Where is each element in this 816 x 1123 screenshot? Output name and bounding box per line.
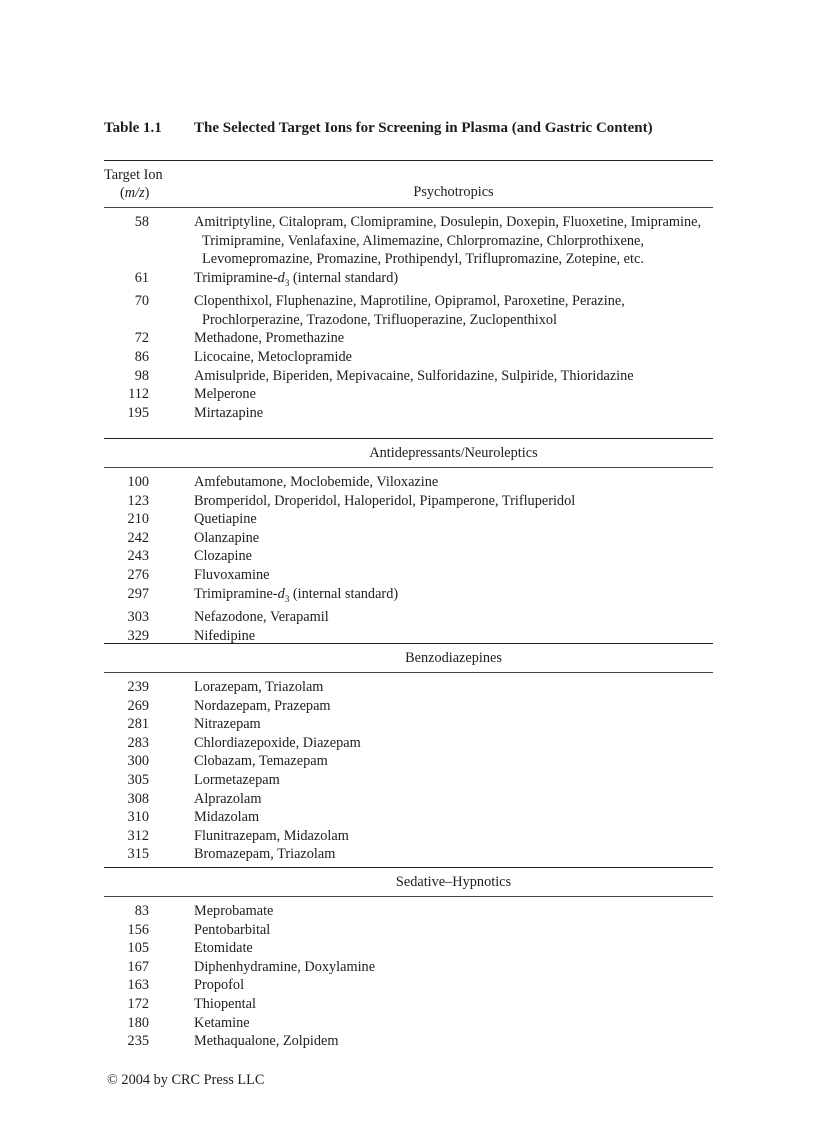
table-row <box>104 329 713 348</box>
compound-names: Melperone <box>194 386 256 403</box>
ion-value: 180 <box>127 1014 149 1031</box>
compound-names: Pentobarbital <box>194 921 271 938</box>
ion-value: 83 <box>134 903 149 919</box>
ion-value: 297 <box>127 585 149 602</box>
section-rule <box>104 467 713 468</box>
ion-value: 167 <box>127 958 149 975</box>
table-row <box>104 995 713 1014</box>
ion-value: 58 <box>134 214 149 230</box>
column-header-line1: Target Ion <box>104 167 163 183</box>
table-row <box>104 367 713 386</box>
section-rule <box>104 207 713 208</box>
compound-names: Amitriptyline, Citalopram, Clomipramine, Dosulepin, Doxepin, Fluoxetine, Imipramine, Trimipramine, Venlafaxine, Alimemazine, Chlorpromazine, Chlorprothixene, Levomepromazine, Promazine, Prothipendyl, Triflupromazine, Zotepine, etc. <box>194 214 702 268</box>
ion-value: 315 <box>127 846 149 863</box>
section-title-psychotropics: Psychotropics <box>413 184 494 200</box>
table-row <box>104 697 713 716</box>
caption-rule <box>104 160 713 161</box>
compound-names: Mirtazapine <box>194 404 264 421</box>
column-header-line2: (m/z) <box>120 185 150 201</box>
section-title-antidepressants: Antidepressants/Neuroleptics <box>369 445 538 461</box>
table-number: Table 1.1 <box>104 120 162 136</box>
section-rule <box>104 867 713 868</box>
section-body-psychotropics <box>104 213 713 422</box>
table-row <box>104 348 713 367</box>
ion-value: 210 <box>127 511 149 528</box>
compound-names: Lorazepam, Triazolam <box>194 679 324 695</box>
table-row <box>104 790 713 809</box>
mz-label: m/z <box>124 185 145 201</box>
table-row <box>104 715 713 734</box>
table-row <box>104 939 713 958</box>
compound-names: Amisulpride, Biperiden, Mepivacaine, Sulforidazine, Sulpiride, Thioridazine <box>194 367 634 384</box>
compound-names: Ketamine <box>194 1014 250 1031</box>
table-row <box>104 492 713 511</box>
compound-names: Methaqualone, Zolpidem <box>194 1033 339 1050</box>
column-header-target-ion <box>104 166 184 202</box>
compound-names: Nefazodone, Verapamil <box>194 609 329 626</box>
table-row <box>104 902 713 921</box>
compound-names: Bromazepam, Triazolam <box>194 846 336 863</box>
ion-value: 195 <box>127 404 149 421</box>
compound-names: Etomidate <box>194 940 253 957</box>
compound-names: Nifedipine <box>194 627 256 644</box>
compound-names: Flunitrazepam, Midazolam <box>194 827 349 844</box>
section-body-benzodiazepines <box>104 678 713 864</box>
ion-value: 100 <box>127 474 149 490</box>
compound-names: Clozapine <box>194 548 252 565</box>
compound-names: Trimipramine-$d_3$ (internal standard) <box>194 269 399 288</box>
ion-value: 156 <box>127 921 149 938</box>
table-row <box>104 734 713 753</box>
compound-names: Trimipramine-$d_3$ (internal standard) <box>194 585 399 604</box>
table-row <box>104 608 713 627</box>
table-row <box>104 585 713 608</box>
ion-value: 172 <box>127 995 149 1012</box>
ion-value: 163 <box>127 977 149 994</box>
table-row <box>104 808 713 827</box>
section-title-benzodiazepines: Benzodiazepines <box>405 650 502 666</box>
compound-names: Licocaine, Metoclopramide <box>194 349 352 366</box>
section-title-sedative-hypnotics: Sedative–Hypnotics <box>395 874 512 890</box>
ion-value: 308 <box>127 790 149 807</box>
table-row <box>104 827 713 846</box>
section-rule <box>104 438 713 439</box>
ion-value: 70 <box>134 293 149 310</box>
ion-value: 310 <box>127 809 149 826</box>
ion-value: 239 <box>127 679 149 695</box>
ion-value: 329 <box>127 627 149 644</box>
ion-value: 72 <box>134 330 149 347</box>
table-row <box>104 385 713 404</box>
section-body-antidepressants <box>104 473 713 645</box>
table-row <box>104 404 713 423</box>
ion-value: 105 <box>127 940 149 957</box>
ion-value: 305 <box>127 771 149 788</box>
table-row <box>104 958 713 977</box>
copyright-footer: © 2004 by CRC Press LLC <box>107 1072 265 1088</box>
compound-names: Lormetazepam <box>194 771 280 788</box>
compound-names: Nordazepam, Prazepam <box>194 697 331 714</box>
table-row <box>104 921 713 940</box>
compound-names: Amfebutamone, Moclobemide, Viloxazine <box>194 474 439 490</box>
compound-names: Olanzapine <box>194 529 260 546</box>
ion-value: 86 <box>134 349 149 366</box>
compound-names: Meprobamate <box>194 903 274 919</box>
section-rule <box>104 643 713 644</box>
table-row <box>104 510 713 529</box>
table-row <box>104 529 713 548</box>
section-rule <box>104 672 713 673</box>
compound-names: Midazolam <box>194 809 260 826</box>
table-row <box>104 547 713 566</box>
table-row <box>104 1014 713 1033</box>
table-row <box>104 213 713 269</box>
ion-value: 269 <box>127 697 149 714</box>
ion-value: 300 <box>127 753 149 770</box>
ion-value: 61 <box>134 269 149 286</box>
table-row <box>104 566 713 585</box>
section-rule <box>104 896 713 897</box>
ion-value: 303 <box>127 609 149 626</box>
table-row <box>104 269 713 292</box>
compound-names: Fluvoxamine <box>194 566 270 583</box>
compound-names: Propofol <box>194 977 245 994</box>
compound-names: Chlordiazepoxide, Diazepam <box>194 734 361 751</box>
table-caption <box>104 119 714 138</box>
compound-names: Diphenhydramine, Doxylamine <box>194 958 376 975</box>
table-title: The Selected Target Ions for Screening in Plasma (and Gastric Content) <box>194 120 653 136</box>
table-row <box>104 292 713 329</box>
ion-value: 123 <box>127 492 149 509</box>
compound-names: Nitrazepam <box>194 716 261 733</box>
ion-value: 276 <box>127 566 149 583</box>
compound-names: Quetiapine <box>194 511 257 528</box>
ion-value: 98 <box>134 367 149 384</box>
ion-value: 312 <box>127 827 149 844</box>
table-row <box>104 752 713 771</box>
table-row <box>104 771 713 790</box>
ion-value: 281 <box>127 716 149 733</box>
ion-value: 235 <box>127 1033 149 1050</box>
ion-value: 283 <box>127 734 149 751</box>
table-row <box>104 678 713 697</box>
ion-value: 242 <box>127 529 149 546</box>
table-row <box>104 845 713 864</box>
ion-value: 243 <box>127 548 149 565</box>
table-row <box>104 473 713 492</box>
ion-value: 112 <box>128 386 149 403</box>
section-body-sedative-hypnotics <box>104 902 713 1051</box>
table-row <box>104 976 713 995</box>
compound-names: Bromperidol, Droperidol, Haloperidol, Pipamperone, Trifluperidol <box>194 492 576 509</box>
compound-names: Alprazolam <box>194 790 262 807</box>
compound-names: Methadone, Promethazine <box>194 330 345 347</box>
table-row <box>104 1032 713 1051</box>
compound-names: Clobazam, Temazepam <box>194 753 328 770</box>
compound-names: Thiopental <box>194 995 256 1012</box>
compound-names: Clopenthixol, Fluphenazine, Maprotiline, Opipramol, Paroxetine, Perazine, Prochlorperazine, Trazodone, Trifluoperazine, Zuclopenthixol <box>194 293 625 328</box>
